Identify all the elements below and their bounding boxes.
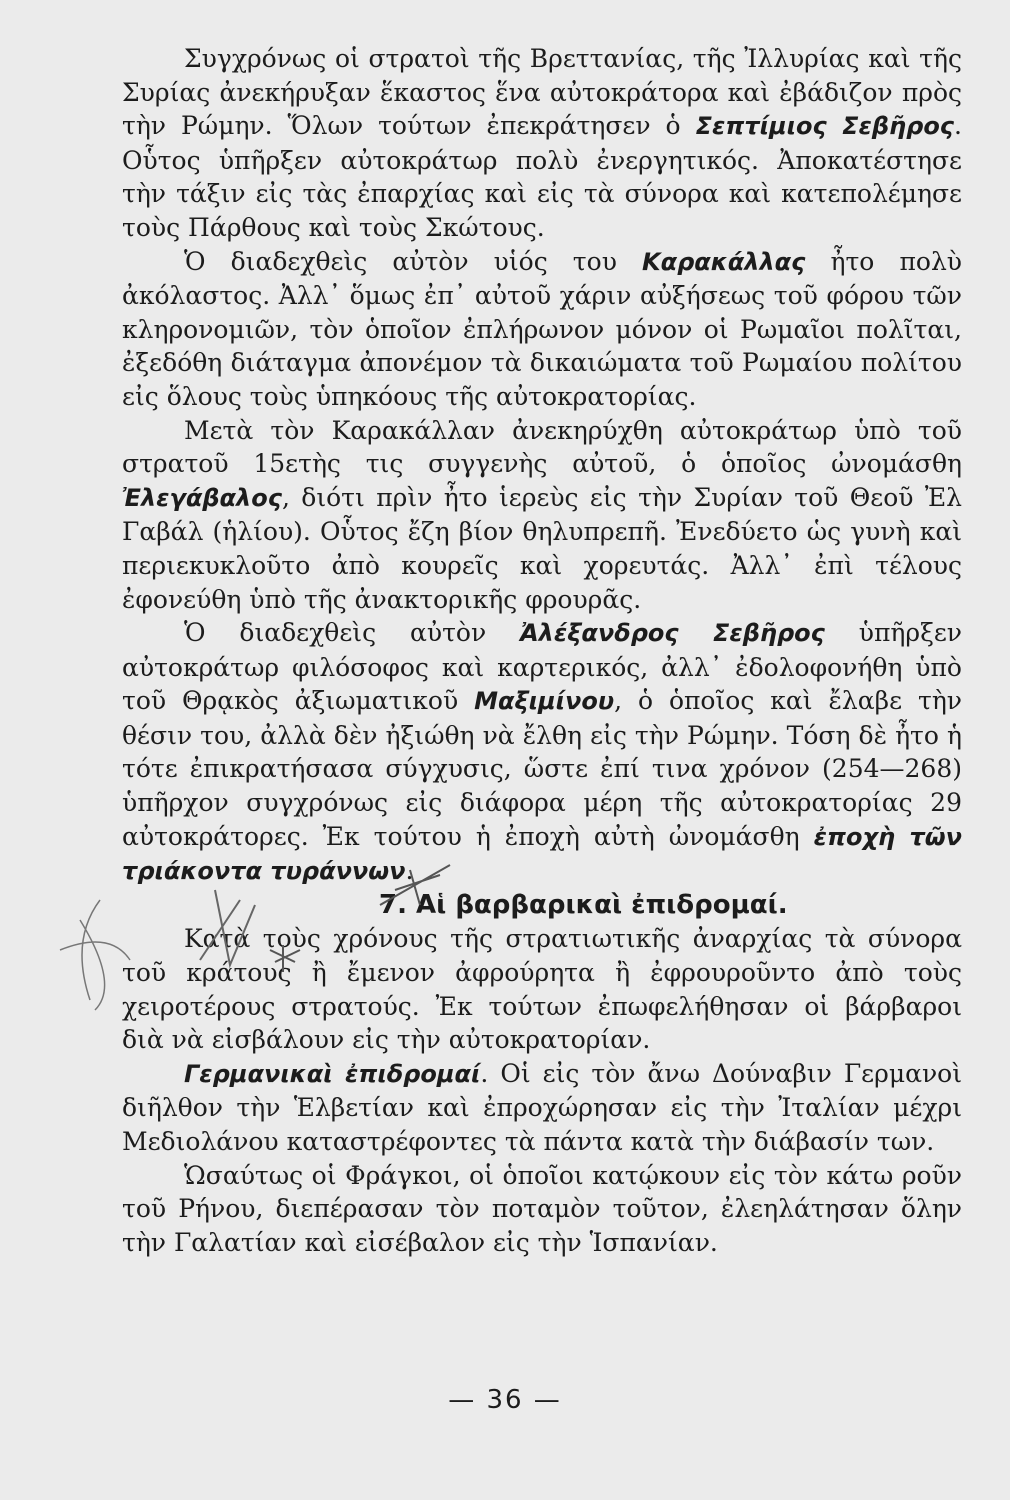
emphasis-name: Καρακάλλας — [642, 247, 806, 276]
emphasis-name: Σεπτίμιος Σεβῆρος — [695, 112, 955, 141]
emphasis-name: Μαξιμίνου — [474, 687, 615, 716]
paragraph-1: Συγχρόνως οἱ στρατοὶ τῆς Βρεττανίας, τῆς Ἰλλυρίας καὶ τῆς Συρίας ἀνεκήρυξαν ἕκαστος ἕνα αὐτοκράτορα καὶ ἐβάδιζον πρὸς τὴν Ρώμην. Ὅλων τούτων ἐπεκράτησεν ὁ Σεπτίμιος Σεβῆρος. Οὗτος ὑπῆρξεν αὐτοκράτωρ πολὺ ἐνεργητικός. Ἀποκατέστησε τὴν τάξιν εἰς τὰς ἐπαρχίας καὶ εἰς τὰ σύνορα καὶ κατεπολέμησε τοὺς Πάρθους καὶ τοὺς Σκώτους. — [122, 44, 962, 242]
page-text — [122, 42, 962, 1259]
paragraph-2: Ὁ διαδεχθεὶς αὐτὸν υἱός του Καρακάλλας ἦτο πολὺ ἀκόλαστος. Ἀλλ᾽ ὅμως ἐπ᾽ αὐτοῦ χάριν αὐξήσεως τοῦ φόρου τῶν κληρονομιῶν, τὸν ὁποῖον ἐπλήρωνον μόνον οἱ Ρωμαῖοι πολῖται, ἐξεδόθη διάταγμα ἀπονέμον τὰ δικαιώματα τοῦ Ρωμαίου πολίτου εἰς ὅλους τοὺς ὑπηκόους τῆς αὐτοκρατορίας. — [122, 246, 962, 411]
page-number: — 36 — — [448, 1385, 562, 1415]
emphasis-subhead: Γερμανικαὶ ἐπιδρομαί — [184, 1059, 481, 1088]
paragraph-5: Κατὰ τοὺς χρόνους τῆς στρατιωτικῆς ἀναρχίας τὰ σύνορα τοῦ κράτους ἢ ἔμενον ἀφρούρητα ἢ ἐφρουροῦντο ἀπὸ τοὺς χειροτέρους στρατούς. Ἐκ τούτων ἐπωφελήθησαν οἱ βάρβαροι διὰ νὰ εἰσβάλουν εἰς τὴν αὐτοκρατορίαν. — [122, 924, 962, 1055]
paragraph-3: Μετὰ τὸν Καρακάλλαν ἀνεκηρύχθη αὐτοκράτωρ ὑπὸ τοῦ στρατοῦ 15ετὴς τις συγγενὴς αὐτοῦ, ὁ ὁποῖος ὠνομάσθη Ἐλεγάβαλος, διότι πρὶν ἦτο ἱερεὺς εἰς τὴν Συρίαν τοῦ Θεοῦ Ἐλ Γαβάλ (ἡλίου). Οὗτος ἔζη βίον θηλυπρεπῆ. Ἐνεδύετο ὡς γυνὴ καὶ περιεκυκλοῦτο ἀπὸ κουρεῖς καὶ χορευτάς. Ἀλλ᾽ ἐπὶ τέλους ἐφονεύθη ὑπὸ τῆς ἀνακτορικῆς φρουρᾶς. — [122, 415, 962, 614]
section-two — [122, 922, 962, 1259]
emphasis-name: Ἐλεγάβαλος — [122, 483, 282, 512]
section-heading: 7. Αἱ βαρβαρικαὶ ἐπιδρομαί. — [379, 889, 788, 920]
paragraph-4: Ὁ διαδεχθεὶς αὐτὸν Ἀλέξανδρος Σεβῆρος ὑπῆρξεν αὐτοκράτωρ φιλόσοφος καὶ καρτερικός, ἀλλ᾽ ἐδολοφονήθη ὑπὸ τοῦ Θρᾳκὸς ἀξιωματικοῦ Μαξιμίνου, ὁ ὁποῖος καὶ ἔλαβε τὴν θέσιν του, ἀλλὰ δὲν ἠξιώθη νὰ ἔλθη εἰς τὴν Ρώμην. Τόση δὲ ἦτο ἡ τότε ἐπικρατήσασα σύγχυσις, ὥστε ἐπί τινα χρόνον (254—268) ὑπῆρχον συγχρόνως εἰς διάφορα μέρη τῆς αὐτοκρατορίας 29 αὐτοκράτορες. Ἐκ τούτου ἡ ἐποχὴ αὐτὴ ὠνομάσθη ἐποχὴ τῶν τριάκοντα τυράννων. — [122, 618, 962, 886]
paragraph-7: Ὡσαύτως οἱ Φράγκοι, οἱ ὁποῖοι κατῴκουν εἰς τὸν κάτω ροῦν τοῦ Ρήνου, διεπέρασαν τὸν ποταμὸν τοῦτον, ἐλεηλάτησαν ὅλην τὴν Γαλατίαν καὶ εἰσέβαλον εἰς τὴν Ἱσπανίαν. — [122, 1160, 962, 1257]
paragraph-6: Γερμανικαὶ ἐπιδρομαί. Οἱ εἰς τὸν ἄνω Δούναβιν Γερμανοὶ διῆλθον τὴν Ἑλβετίαν καὶ ἐπροχώρησαν εἰς τὴν Ἰταλίαν μέχρι Μεδιολάνου καταστρέφοντες τὰ πάντα κατὰ τὴν διάβασίν των. — [122, 1058, 962, 1156]
emphasis-name: Ἀλέξανδρος Σεβῆρος — [520, 619, 825, 648]
emphasis-term: ἐποχὴ τῶν τριάκοντα τυράννων — [122, 822, 962, 886]
